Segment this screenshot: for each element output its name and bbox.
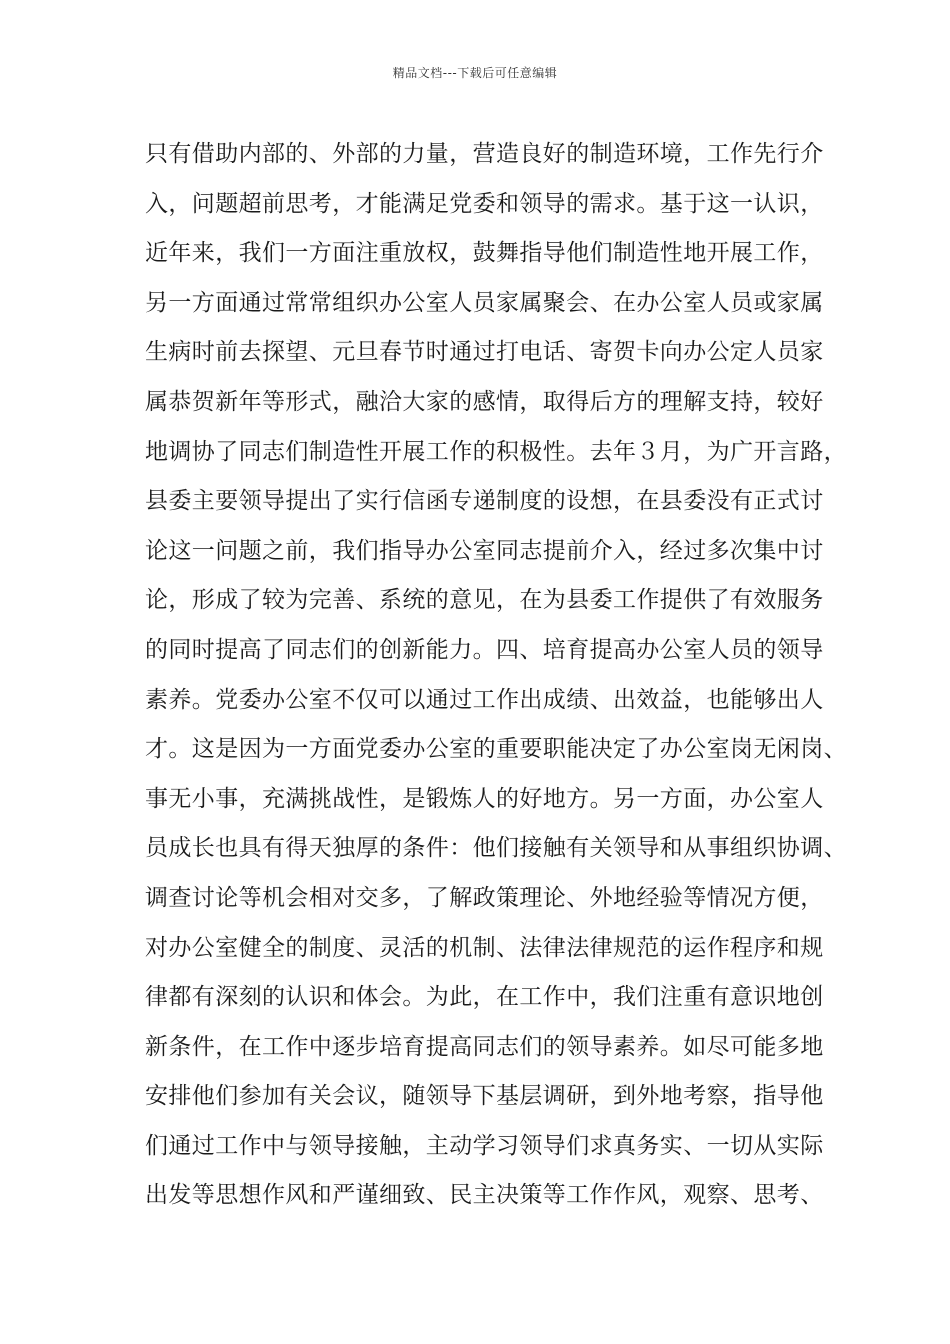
text-line: 们通过工作中与领导接触，主动学习领导们求真务实、一切从实际 [145, 1132, 824, 1159]
text-line: 论这一问题之前，我们指导办公室同志提前介入，经过多次集中讨 [145, 537, 824, 564]
text-line: 安排他们参加有关会议，随领导下基层调研，到外地考察，指导他 [145, 1083, 824, 1110]
text-line: 只有借助内部的、外部的力量，营造良好的制造环境，工作先行介 [145, 141, 824, 167]
text-line: 生病时前去探望、元旦春节时通过打电话、寄贺卡向办公定人员家 [145, 339, 824, 366]
document-body [145, 130, 847, 1221]
text-line: 对办公室健全的制度、灵活的机制、法律法律规范的运作程序和规 [145, 934, 824, 961]
text-line: 事无小事，充满挑战性，是锻炼人的好地方。另一方面，办公室人 [145, 785, 824, 812]
text-line: 调查讨论等机会相对交多，了解政策理论、外地经验等情况方便， [145, 884, 824, 911]
text-line: 新条件，在工作中逐步培育提高同志们的领导素养。如尽可能多地 [145, 1033, 824, 1060]
text-line: 员成长也具有得天独厚的条件：他们接触有关领导和从事组织协调、 [145, 835, 847, 862]
text-line: 律都有深刻的认识和体会。为此，在工作中，我们注重有意识地创 [145, 984, 824, 1011]
text-line: 论，形成了较为完善、系统的意见，在为县委工作提供了有效服务 [145, 587, 824, 614]
page-header: 精品文档---下载后可任意编辑 [392, 66, 558, 80]
text-line: 近年来，我们一方面注重放权，鼓舞指导他们制造性地开展工作， [145, 240, 824, 267]
text-line: 才。这是因为一方面党委办公室的重要职能决定了办公室岗无闲岗、 [145, 736, 847, 763]
text-line: 另一方面通过常常组织办公室人员家属聚会、在办公室人员或家属 [145, 289, 824, 316]
text-line: 的同时提高了同志们的创新能力。四、培育提高办公室人员的领导 [145, 636, 824, 663]
text-line: 地调协了同志们制造性开展工作的积极性。去年３月，为广开言路， [145, 438, 847, 465]
text-line: 素养。党委办公室不仅可以通过工作出成绩、出效益，也能够出人 [145, 686, 824, 713]
text-line: 入，问题超前思考，才能满足党委和领导的需求。基于这一认识， [145, 190, 824, 217]
text-line: 属恭贺新年等形式，融洽大家的感情，取得后方的理解支持，较好 [145, 388, 824, 415]
text-line: 县委主要领导提出了实行信函专递制度的设想，在县委没有正式讨 [145, 488, 824, 515]
text-line: 出发等思想作风和严谨细致、民主决策等工作作风，观察、思考、 [145, 1182, 824, 1209]
